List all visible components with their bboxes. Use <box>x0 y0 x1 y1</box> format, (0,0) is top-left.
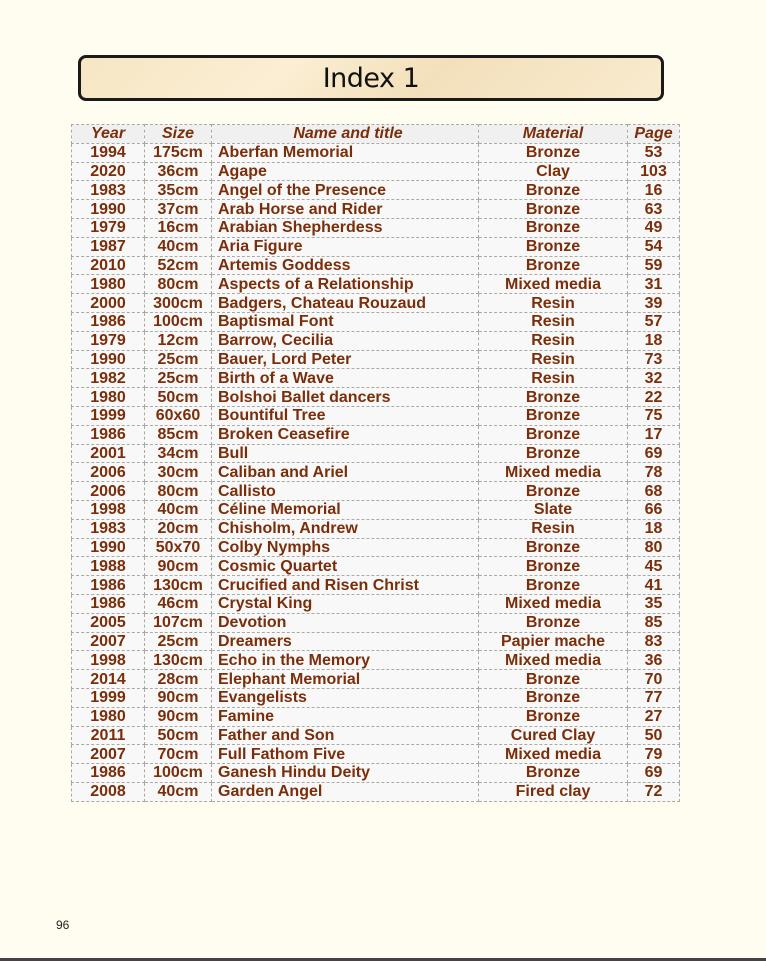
table-row <box>72 594 680 613</box>
table-row <box>72 425 680 444</box>
cell-size: 100cm <box>145 764 212 783</box>
cell-size: 130cm <box>145 576 212 595</box>
table-row <box>72 500 680 519</box>
cell-material: Clay <box>479 162 628 181</box>
cell-size: 52cm <box>145 256 212 275</box>
cell-page: 18 <box>628 519 680 538</box>
cell-size: 40cm <box>145 500 212 519</box>
cell-name: Broken Ceasefire <box>212 425 479 444</box>
cell-page: 78 <box>628 463 680 482</box>
cell-page: 68 <box>628 482 680 501</box>
cell-year: 2005 <box>72 613 145 632</box>
table-row <box>72 181 680 200</box>
cell-year: 1986 <box>72 576 145 595</box>
cell-page: 18 <box>628 331 680 350</box>
cell-size: 28cm <box>145 670 212 689</box>
table-row <box>72 463 680 482</box>
cell-year: 1998 <box>72 651 145 670</box>
cell-size: 12cm <box>145 331 212 350</box>
cell-page: 35 <box>628 594 680 613</box>
cell-size: 80cm <box>145 482 212 501</box>
table-row <box>72 576 680 595</box>
cell-size: 300cm <box>145 294 212 313</box>
column-header-year: Year <box>72 125 145 144</box>
table-row <box>72 369 680 388</box>
cell-page: 41 <box>628 576 680 595</box>
cell-year: 1986 <box>72 425 145 444</box>
cell-page: 79 <box>628 745 680 764</box>
cell-year: 2000 <box>72 294 145 313</box>
cell-page: 53 <box>628 143 680 162</box>
cell-page: 49 <box>628 218 680 237</box>
cell-name: Badgers, Chateau Rouzaud <box>212 294 479 313</box>
cell-size: 100cm <box>145 312 212 331</box>
cell-name: Devotion <box>212 613 479 632</box>
cell-material: Mixed media <box>479 594 628 613</box>
cell-name: Father and Son <box>212 726 479 745</box>
table-row <box>72 557 680 576</box>
cell-year: 2011 <box>72 726 145 745</box>
cell-year: 2020 <box>72 162 145 181</box>
table-row <box>72 670 680 689</box>
cell-material: Resin <box>479 369 628 388</box>
cell-size: 130cm <box>145 651 212 670</box>
cell-material: Bronze <box>479 200 628 219</box>
cell-year: 1994 <box>72 143 145 162</box>
cell-page: 70 <box>628 670 680 689</box>
cell-material: Fired clay <box>479 782 628 801</box>
cell-page: 85 <box>628 613 680 632</box>
cell-year: 1982 <box>72 369 145 388</box>
cell-size: 30cm <box>145 463 212 482</box>
cell-material: Bronze <box>479 688 628 707</box>
table-row <box>72 388 680 407</box>
cell-name: Chisholm, Andrew <box>212 519 479 538</box>
cell-page: 63 <box>628 200 680 219</box>
cell-size: 20cm <box>145 519 212 538</box>
cell-year: 2007 <box>72 632 145 651</box>
column-header-name: Name and title <box>212 125 479 144</box>
cell-year: 2001 <box>72 444 145 463</box>
cell-name: Baptismal Font <box>212 312 479 331</box>
table-row <box>72 162 680 181</box>
cell-name: Dreamers <box>212 632 479 651</box>
page-number: 96 <box>56 918 70 932</box>
cell-material: Bronze <box>479 444 628 463</box>
table-row <box>72 613 680 632</box>
cell-material: Bronze <box>479 256 628 275</box>
table-header-row <box>72 125 680 144</box>
cell-name: Aria Figure <box>212 237 479 256</box>
cell-name: Birth of a Wave <box>212 369 479 388</box>
cell-name: Bolshoi Ballet dancers <box>212 388 479 407</box>
cell-name: Bauer, Lord Peter <box>212 350 479 369</box>
cell-material: Resin <box>479 312 628 331</box>
cell-size: 80cm <box>145 275 212 294</box>
cell-size: 37cm <box>145 200 212 219</box>
cell-year: 2007 <box>72 745 145 764</box>
table-row <box>72 764 680 783</box>
cell-name: Garden Angel <box>212 782 479 801</box>
cell-size: 70cm <box>145 745 212 764</box>
cell-year: 1986 <box>72 594 145 613</box>
cell-page: 75 <box>628 406 680 425</box>
table-row <box>72 444 680 463</box>
column-header-size: Size <box>145 125 212 144</box>
cell-material: Bronze <box>479 237 628 256</box>
cell-size: 25cm <box>145 632 212 651</box>
cell-page: 57 <box>628 312 680 331</box>
cell-size: 50cm <box>145 726 212 745</box>
cell-material: Bronze <box>479 406 628 425</box>
cell-name: Echo in the Memory <box>212 651 479 670</box>
cell-name: Famine <box>212 707 479 726</box>
table-row <box>72 782 680 801</box>
cell-year: 2014 <box>72 670 145 689</box>
cell-name: Angel of the Presence <box>212 181 479 200</box>
cell-size: 50cm <box>145 388 212 407</box>
cell-size: 25cm <box>145 350 212 369</box>
cell-year: 2006 <box>72 482 145 501</box>
cell-size: 35cm <box>145 181 212 200</box>
cell-page: 73 <box>628 350 680 369</box>
cell-name: Cosmic Quartet <box>212 557 479 576</box>
cell-year: 1999 <box>72 688 145 707</box>
cell-material: Mixed media <box>479 651 628 670</box>
table-row <box>72 482 680 501</box>
cell-page: 103 <box>628 162 680 181</box>
cell-name: Crystal King <box>212 594 479 613</box>
cell-name: Full Fathom Five <box>212 745 479 764</box>
cell-size: 60x60 <box>145 406 212 425</box>
cell-material: Resin <box>479 519 628 538</box>
cell-year: 1999 <box>72 406 145 425</box>
cell-name: Bountiful Tree <box>212 406 479 425</box>
table-row <box>72 312 680 331</box>
cell-material: Bronze <box>479 670 628 689</box>
cell-year: 1986 <box>72 764 145 783</box>
cell-page: 32 <box>628 369 680 388</box>
cell-year: 1983 <box>72 181 145 200</box>
cell-size: 46cm <box>145 594 212 613</box>
cell-year: 1980 <box>72 707 145 726</box>
cell-year: 1980 <box>72 275 145 294</box>
cell-material: Bronze <box>479 764 628 783</box>
cell-name: Callisto <box>212 482 479 501</box>
cell-page: 22 <box>628 388 680 407</box>
table-row <box>72 406 680 425</box>
table-row <box>72 237 680 256</box>
table-row <box>72 651 680 670</box>
cell-material: Bronze <box>479 218 628 237</box>
cell-name: Arab Horse and Rider <box>212 200 479 219</box>
cell-page: 80 <box>628 538 680 557</box>
cell-material: Mixed media <box>479 745 628 764</box>
cell-page: 54 <box>628 237 680 256</box>
cell-page: 36 <box>628 651 680 670</box>
cell-name: Bull <box>212 444 479 463</box>
cell-page: 59 <box>628 256 680 275</box>
table-row <box>72 707 680 726</box>
table-row <box>72 538 680 557</box>
cell-page: 83 <box>628 632 680 651</box>
cell-page: 39 <box>628 294 680 313</box>
cell-name: Elephant Memorial <box>212 670 479 689</box>
cell-year: 2010 <box>72 256 145 275</box>
cell-material: Mixed media <box>479 275 628 294</box>
cell-size: 16cm <box>145 218 212 237</box>
cell-page: 17 <box>628 425 680 444</box>
cell-name: Evangelists <box>212 688 479 707</box>
cell-year: 2006 <box>72 463 145 482</box>
index-table <box>71 124 680 802</box>
cell-material: Resin <box>479 294 628 313</box>
table-row <box>72 200 680 219</box>
title-box <box>78 55 664 101</box>
cell-year: 1979 <box>72 331 145 350</box>
cell-year: 1998 <box>72 500 145 519</box>
cell-name: Céline Memorial <box>212 500 479 519</box>
cell-material: Bronze <box>479 576 628 595</box>
cell-material: Mixed media <box>479 463 628 482</box>
cell-year: 1990 <box>72 200 145 219</box>
cell-material: Bronze <box>479 143 628 162</box>
cell-material: Bronze <box>479 613 628 632</box>
cell-year: 2008 <box>72 782 145 801</box>
cell-size: 50x70 <box>145 538 212 557</box>
cell-size: 25cm <box>145 369 212 388</box>
cell-page: 31 <box>628 275 680 294</box>
cell-material: Resin <box>479 331 628 350</box>
column-header-material: Material <box>479 125 628 144</box>
cell-name: Crucified and Risen Christ <box>212 576 479 595</box>
cell-page: 72 <box>628 782 680 801</box>
table-row <box>72 218 680 237</box>
cell-size: 85cm <box>145 425 212 444</box>
table-row <box>72 519 680 538</box>
cell-name: Ganesh Hindu Deity <box>212 764 479 783</box>
table-row <box>72 632 680 651</box>
cell-year: 1988 <box>72 557 145 576</box>
cell-material: Bronze <box>479 557 628 576</box>
cell-size: 90cm <box>145 707 212 726</box>
cell-material: Bronze <box>479 538 628 557</box>
cell-material: Papier mache <box>479 632 628 651</box>
table-row <box>72 331 680 350</box>
cell-name: Barrow, Cecilia <box>212 331 479 350</box>
table-row <box>72 350 680 369</box>
table-row <box>72 688 680 707</box>
cell-name: Arabian Shepherdess <box>212 218 479 237</box>
cell-size: 107cm <box>145 613 212 632</box>
cell-size: 90cm <box>145 688 212 707</box>
cell-page: 77 <box>628 688 680 707</box>
cell-year: 1986 <box>72 312 145 331</box>
cell-material: Bronze <box>479 707 628 726</box>
cell-year: 1987 <box>72 237 145 256</box>
cell-material: Bronze <box>479 425 628 444</box>
cell-year: 1983 <box>72 519 145 538</box>
cell-name: Caliban and Ariel <box>212 463 479 482</box>
cell-name: Aberfan Memorial <box>212 143 479 162</box>
cell-size: 175cm <box>145 143 212 162</box>
cell-page: 50 <box>628 726 680 745</box>
cell-material: Resin <box>479 350 628 369</box>
cell-year: 1990 <box>72 350 145 369</box>
cell-year: 1979 <box>72 218 145 237</box>
cell-size: 90cm <box>145 557 212 576</box>
column-header-page: Page <box>628 125 680 144</box>
cell-page: 27 <box>628 707 680 726</box>
table-row <box>72 275 680 294</box>
cell-material: Bronze <box>479 482 628 501</box>
table-row <box>72 745 680 764</box>
cell-material: Bronze <box>479 181 628 200</box>
cell-year: 1990 <box>72 538 145 557</box>
cell-page: 66 <box>628 500 680 519</box>
cell-material: Cured Clay <box>479 726 628 745</box>
cell-size: 36cm <box>145 162 212 181</box>
cell-size: 40cm <box>145 782 212 801</box>
cell-page: 45 <box>628 557 680 576</box>
cell-page: 69 <box>628 764 680 783</box>
table-row <box>72 294 680 313</box>
cell-material: Bronze <box>479 388 628 407</box>
cell-page: 16 <box>628 181 680 200</box>
cell-year: 1980 <box>72 388 145 407</box>
cell-size: 34cm <box>145 444 212 463</box>
table-row <box>72 256 680 275</box>
cell-name: Aspects of a Relationship <box>212 275 479 294</box>
cell-name: Agape <box>212 162 479 181</box>
cell-material: Slate <box>479 500 628 519</box>
cell-name: Artemis Goddess <box>212 256 479 275</box>
table-row <box>72 726 680 745</box>
cell-name: Colby Nymphs <box>212 538 479 557</box>
table-row <box>72 143 680 162</box>
cell-page: 69 <box>628 444 680 463</box>
cell-size: 40cm <box>145 237 212 256</box>
page-title: Index 1 <box>322 62 420 94</box>
